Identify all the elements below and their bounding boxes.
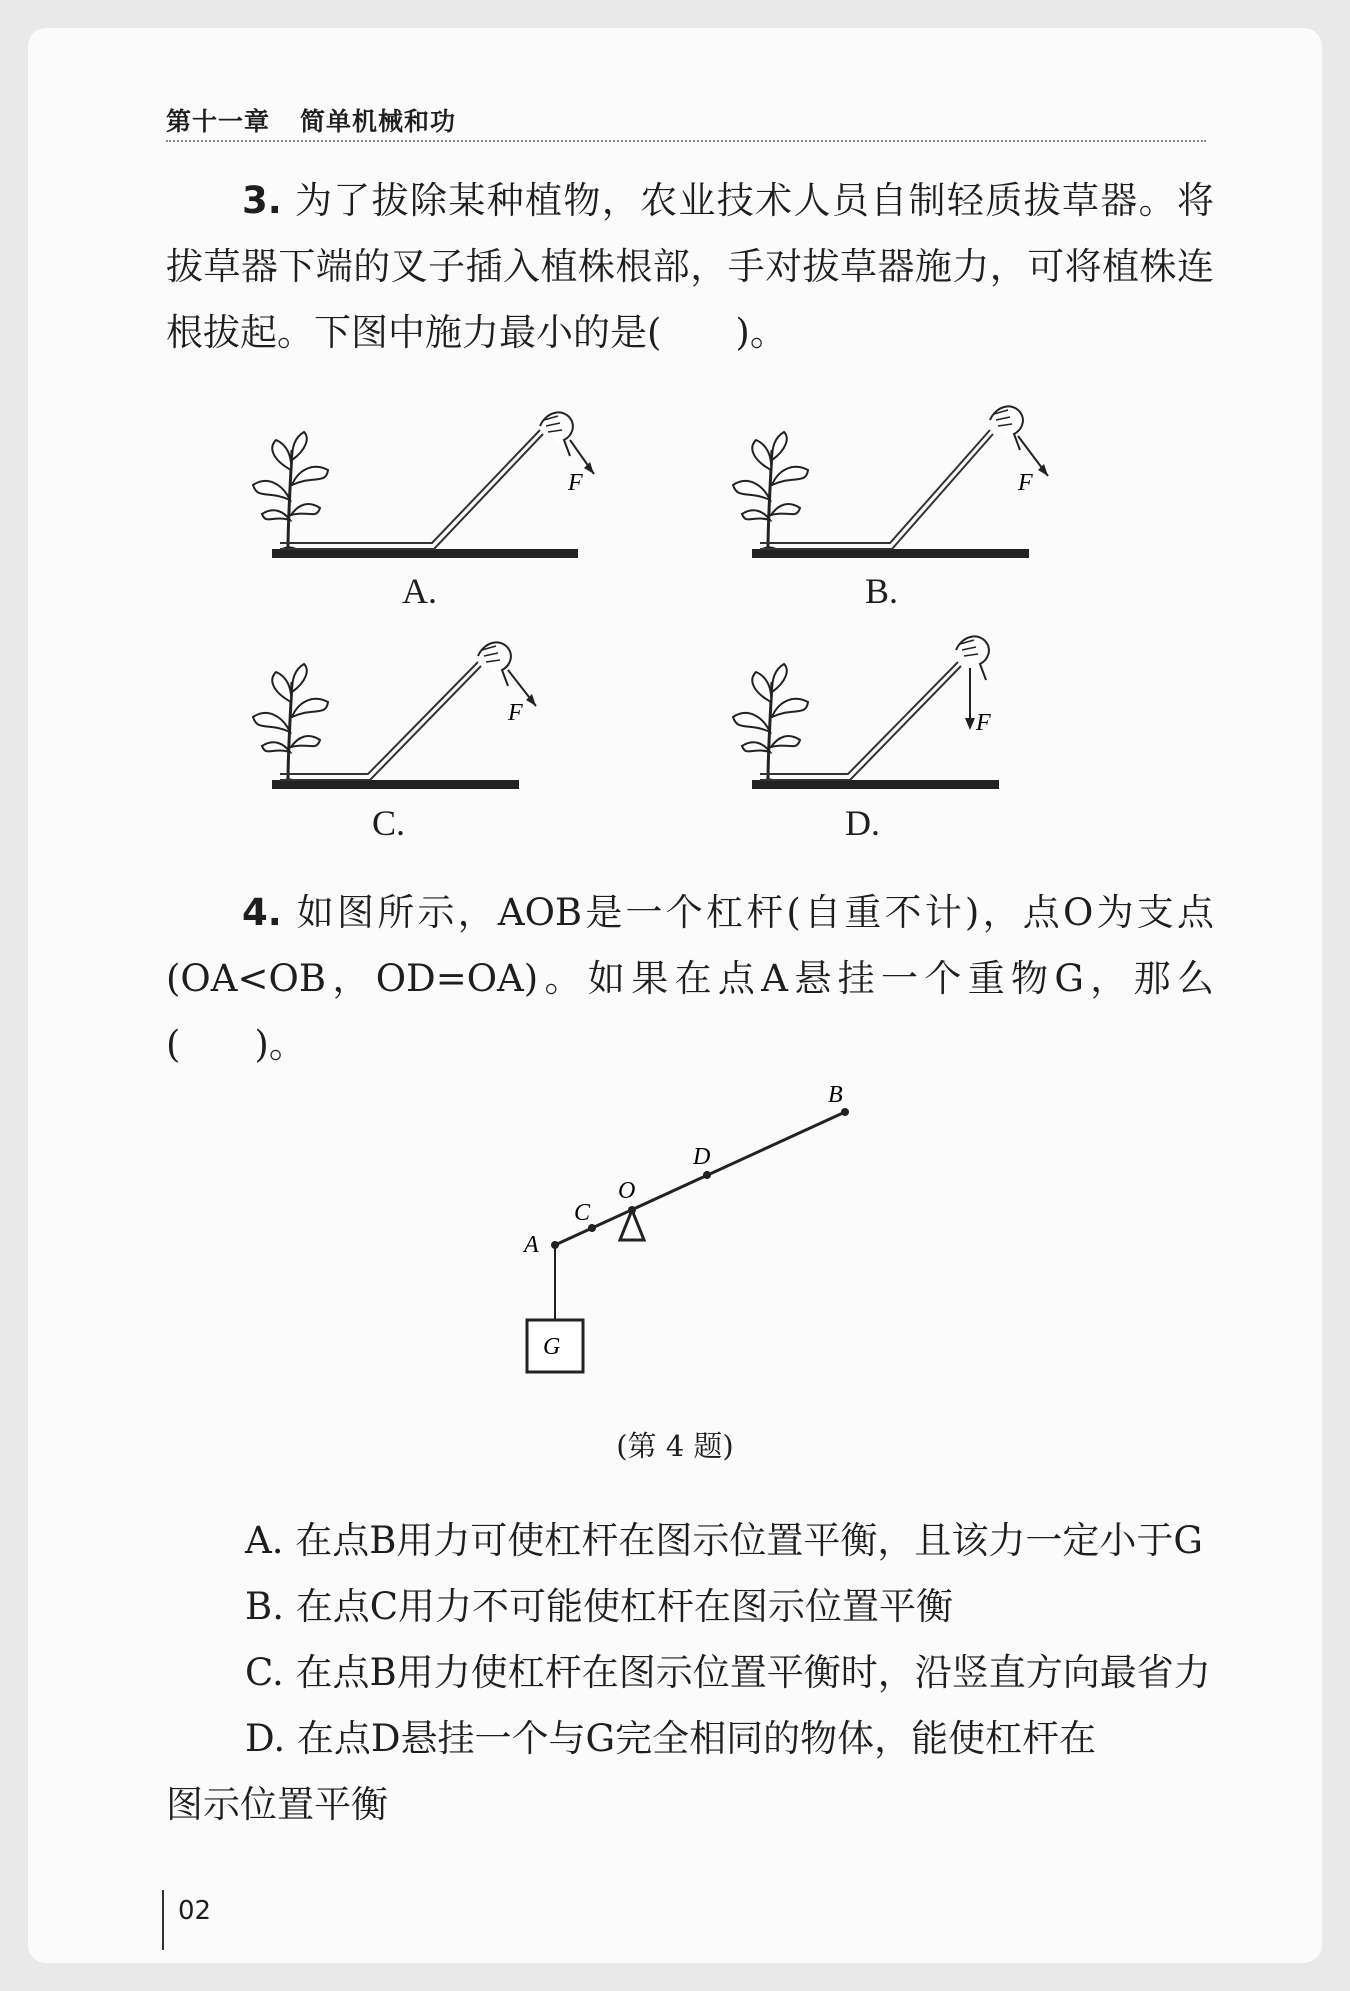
question-3-figures — [0, 0, 1350, 860]
force-label-d: F — [976, 710, 991, 736]
page-number: 02 — [178, 1896, 212, 1926]
page-number-rule — [162, 1890, 164, 1950]
figure-b — [733, 406, 1048, 558]
question-4-text: 如图所示，AOB是一个杠杆(自重不计)，点O为支点(OA<OB，OD=OA)。如果在点A悬挂一个重物G，那么( )。 — [166, 891, 1214, 1066]
point-d — [703, 1171, 711, 1179]
lever-figure — [0, 1080, 1350, 1400]
question-4-number: 4. — [242, 891, 282, 934]
option-label-c: C. — [372, 803, 406, 843]
question-3-number: 3. — [242, 179, 282, 222]
option-label-d: D. — [845, 803, 880, 843]
choice-d: D. 在点D悬挂一个与G完全相同的物体，能使杠杆在 — [245, 1717, 1097, 1760]
option-label-a: A. — [402, 571, 437, 611]
label-g: G — [543, 1334, 561, 1360]
label-o: O — [618, 1178, 636, 1204]
label-c: C — [574, 1200, 591, 1226]
choice-c: C. 在点B用力使杠杆在图示位置平衡时，沿竖直方向最省力 — [245, 1651, 1211, 1694]
label-d: D — [693, 1144, 711, 1170]
chapter-title: 简单机械和功 — [300, 107, 457, 136]
force-label-b: F — [1018, 470, 1033, 496]
question-3-text: 为了拔除某种植物，农业技术人员自制轻质拔草器。将拔草器下端的叉子插入植株根部，手对拔草器施力，可将植株连根拔起。下图中施力最小的是( )。 — [166, 179, 1215, 354]
force-label-a: F — [568, 470, 583, 496]
figure-caption: (第 4 题) — [616, 1429, 734, 1463]
option-label-b: B. — [865, 571, 899, 611]
question-4 — [166, 880, 1214, 1078]
force-label-c: F — [508, 700, 523, 726]
label-a: A — [524, 1232, 539, 1258]
choice-b: B. 在点C用力不可能使杠杆在图示位置平衡 — [245, 1585, 954, 1628]
chapter-number: 第十一章 — [166, 107, 271, 136]
choice-d-continued: 图示位置平衡 — [166, 1783, 388, 1826]
point-b — [841, 1108, 849, 1116]
figure-a — [253, 412, 594, 558]
figure-c — [253, 642, 536, 789]
label-b: B — [828, 1082, 843, 1108]
choice-a: A. 在点B用力可使杠杆在图示位置平衡，且该力一定小于G — [245, 1519, 1203, 1562]
figure-d — [733, 636, 999, 789]
